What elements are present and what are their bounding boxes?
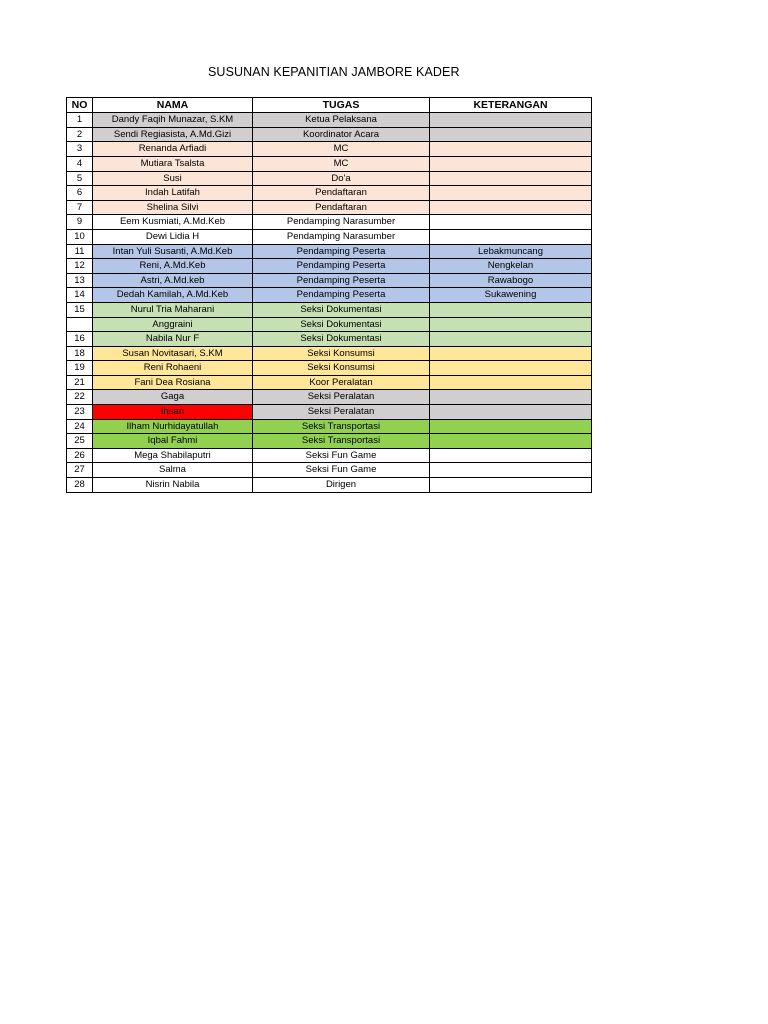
cell-keterangan: [430, 405, 592, 420]
table-row: [67, 375, 592, 390]
cell-tugas: Seksi Fun Game: [253, 463, 430, 478]
cell-no: 27: [67, 463, 93, 478]
table-row: [67, 113, 592, 128]
cell-keterangan: [430, 317, 592, 332]
table-row: [67, 346, 592, 361]
table-row: [67, 390, 592, 405]
cell-tugas: Pendamping Peserta: [253, 273, 430, 288]
cell-nama: Fani Dea Rosiana: [93, 375, 253, 390]
cell-keterangan: [430, 156, 592, 171]
cell-keterangan: Rawabogo: [430, 273, 592, 288]
cell-nama: Ihsan: [93, 405, 253, 420]
header-no: NO: [67, 98, 93, 113]
cell-no: 23: [67, 405, 93, 420]
cell-nama: Nabila Nur F: [93, 332, 253, 347]
cell-tugas: Pendamping Peserta: [253, 288, 430, 303]
header-keterangan: KETERANGAN: [430, 98, 592, 113]
cell-no: 14: [67, 288, 93, 303]
table-row: [67, 229, 592, 244]
cell-tugas: Seksi Fun Game: [253, 448, 430, 463]
cell-tugas: Dirigen: [253, 478, 430, 493]
cell-tugas: Seksi Dokumentasi: [253, 317, 430, 332]
cell-tugas: Do'a: [253, 171, 430, 186]
table-row: [67, 186, 592, 201]
cell-keterangan: [430, 215, 592, 230]
cell-nama: Nisrin Nabila: [93, 478, 253, 493]
cell-keterangan: [430, 171, 592, 186]
cell-no: 16: [67, 332, 93, 347]
cell-nama: Salma: [93, 463, 253, 478]
cell-tugas: Seksi Transportasi: [253, 419, 430, 434]
cell-nama: Nurul Tria Maharani: [93, 302, 253, 317]
table-row: [67, 317, 592, 332]
cell-keterangan: [430, 127, 592, 142]
table-row: [67, 200, 592, 215]
cell-no: 28: [67, 478, 93, 493]
cell-nama: Susi: [93, 171, 253, 186]
table-row: [67, 259, 592, 274]
cell-keterangan: [430, 346, 592, 361]
table-row: [67, 302, 592, 317]
cell-no: 19: [67, 361, 93, 376]
cell-keterangan: [430, 448, 592, 463]
cell-keterangan: [430, 113, 592, 128]
table-body: [67, 113, 592, 492]
cell-nama: Indah Latifah: [93, 186, 253, 201]
cell-no: [67, 317, 93, 332]
cell-tugas: Seksi Dokumentasi: [253, 332, 430, 347]
cell-nama: Shelina Silvi: [93, 200, 253, 215]
cell-keterangan: [430, 375, 592, 390]
table-row: [67, 332, 592, 347]
cell-nama: Gaga: [93, 390, 253, 405]
cell-tugas: Seksi Konsumsi: [253, 346, 430, 361]
cell-tugas: Seksi Peralatan: [253, 390, 430, 405]
cell-no: 7: [67, 200, 93, 215]
table-row: [67, 405, 592, 420]
table-row: [67, 156, 592, 171]
cell-tugas: Pendamping Narasumber: [253, 215, 430, 230]
table-row: [67, 463, 592, 478]
cell-keterangan: [430, 200, 592, 215]
cell-nama: Dewi Lidia H: [93, 229, 253, 244]
cell-keterangan: [430, 463, 592, 478]
cell-tugas: MC: [253, 156, 430, 171]
cell-keterangan: [430, 419, 592, 434]
table-row: [67, 448, 592, 463]
cell-nama: Susan Novitasari, S.KM: [93, 346, 253, 361]
cell-tugas: Seksi Transportasi: [253, 434, 430, 449]
cell-keterangan: Lebakmuncang: [430, 244, 592, 259]
cell-tugas: Koordinator Acara: [253, 127, 430, 142]
cell-tugas: Ketua Pelaksana: [253, 113, 430, 128]
cell-no: 2: [67, 127, 93, 142]
cell-keterangan: [430, 332, 592, 347]
cell-nama: Mutiara Tsalsta: [93, 156, 253, 171]
cell-no: 11: [67, 244, 93, 259]
cell-nama: Ilham Nurhidayatullah: [93, 419, 253, 434]
cell-no: 15: [67, 302, 93, 317]
cell-keterangan: Sukawening: [430, 288, 592, 303]
table-row: [67, 142, 592, 157]
cell-no: 13: [67, 273, 93, 288]
header-nama: NAMA: [93, 98, 253, 113]
cell-no: 3: [67, 142, 93, 157]
cell-tugas: Pendaftaran: [253, 200, 430, 215]
cell-nama: Reni, A.Md.Keb: [93, 259, 253, 274]
cell-no: 5: [67, 171, 93, 186]
cell-nama: Renanda Arfiadi: [93, 142, 253, 157]
table-row: [67, 215, 592, 230]
table-row: [67, 288, 592, 303]
cell-keterangan: [430, 229, 592, 244]
cell-nama: Iqbal Fahmi: [93, 434, 253, 449]
cell-no: 12: [67, 259, 93, 274]
cell-tugas: Pendamping Peserta: [253, 244, 430, 259]
cell-keterangan: [430, 390, 592, 405]
table-row: [67, 244, 592, 259]
cell-tugas: Pendamping Peserta: [253, 259, 430, 274]
cell-no: 22: [67, 390, 93, 405]
cell-no: 26: [67, 448, 93, 463]
table-row: [67, 273, 592, 288]
cell-no: 25: [67, 434, 93, 449]
cell-keterangan: [430, 142, 592, 157]
document-title: SUSUNAN KEPANITIAN JAMBORE KADER: [208, 65, 460, 79]
cell-no: 24: [67, 419, 93, 434]
cell-keterangan: [430, 302, 592, 317]
cell-tugas: Pendamping Narasumber: [253, 229, 430, 244]
cell-tugas: MC: [253, 142, 430, 157]
table-row: [67, 419, 592, 434]
cell-no: 1: [67, 113, 93, 128]
cell-keterangan: [430, 186, 592, 201]
cell-tugas: Seksi Konsumsi: [253, 361, 430, 376]
cell-keterangan: [430, 434, 592, 449]
cell-no: 9: [67, 215, 93, 230]
cell-nama: Sendi Regiasista, A.Md.Gizi: [93, 127, 253, 142]
cell-keterangan: [430, 361, 592, 376]
cell-nama: Intan Yuli Susanti, A.Md.Keb: [93, 244, 253, 259]
cell-nama: Anggraini: [93, 317, 253, 332]
cell-nama: Mega Shabilaputri: [93, 448, 253, 463]
cell-nama: Eem Kusmiati, A.Md.Keb: [93, 215, 253, 230]
cell-nama: Dandy Faqih Munazar, S.KM: [93, 113, 253, 128]
cell-nama: Dedah Kamilah, A.Md.Keb: [93, 288, 253, 303]
committee-table: [66, 97, 592, 493]
cell-no: 18: [67, 346, 93, 361]
table-row: [67, 478, 592, 493]
cell-tugas: Seksi Dokumentasi: [253, 302, 430, 317]
cell-keterangan: [430, 478, 592, 493]
cell-tugas: Seksi Peralatan: [253, 405, 430, 420]
cell-nama: Reni Rohaeni: [93, 361, 253, 376]
table-row: [67, 361, 592, 376]
header-tugas: TUGAS: [253, 98, 430, 113]
cell-no: 4: [67, 156, 93, 171]
cell-no: 10: [67, 229, 93, 244]
table-row: [67, 127, 592, 142]
table-row: [67, 171, 592, 186]
cell-tugas: Pendaftaran: [253, 186, 430, 201]
table-header-row: [67, 98, 592, 113]
table-row: [67, 434, 592, 449]
cell-tugas: Koor Peralatan: [253, 375, 430, 390]
cell-keterangan: Nengkelan: [430, 259, 592, 274]
cell-no: 6: [67, 186, 93, 201]
cell-nama: Astri, A.Md.keb: [93, 273, 253, 288]
cell-no: 21: [67, 375, 93, 390]
